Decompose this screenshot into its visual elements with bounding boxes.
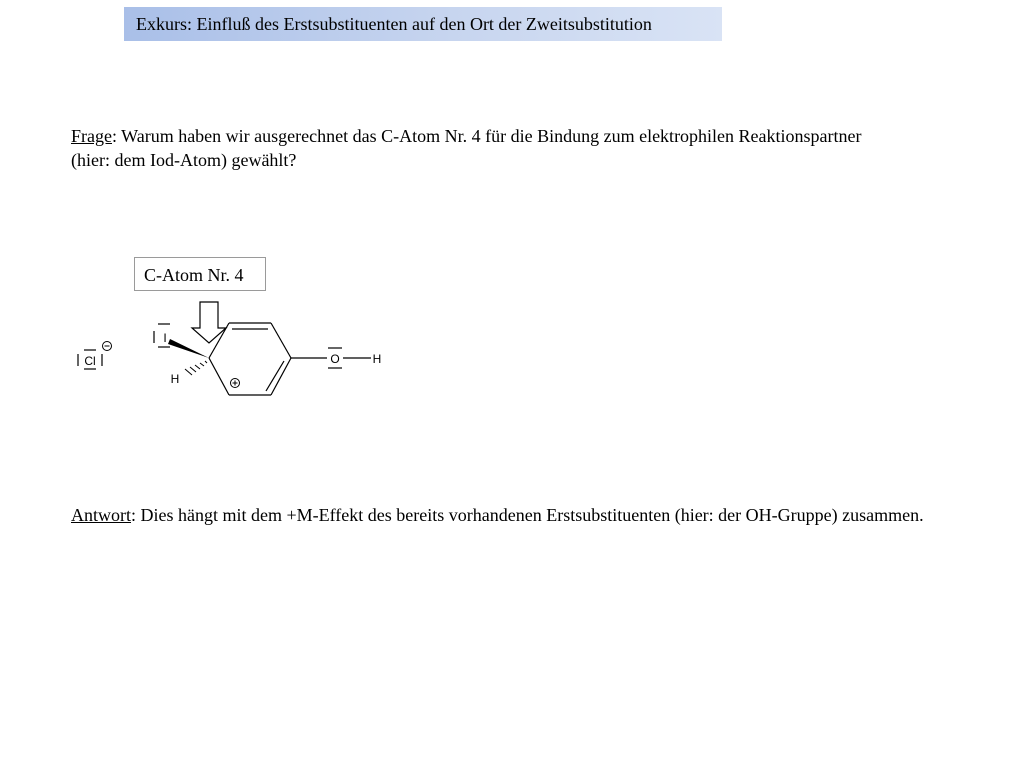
answer-paragraph	[71, 503, 924, 527]
ring	[209, 323, 291, 395]
answer-label: Antwort	[71, 505, 131, 525]
slide-title: Exkurs: Einfluß des Erstsubstituenten auf den Ort der Zweitsubstitution	[136, 14, 652, 34]
oxygen-symbol: O	[330, 352, 340, 366]
hashed-bond	[185, 361, 207, 375]
question-label: Frage	[71, 126, 112, 146]
hydroxyl-hydrogen: H	[372, 352, 382, 366]
iodine-atom	[154, 324, 170, 347]
ring-hydrogen: H	[170, 372, 180, 386]
callout-label: C-Atom Nr. 4	[144, 265, 244, 285]
wedge-bond	[168, 339, 209, 358]
chloride-symbol: Cl	[84, 354, 96, 368]
plus-charge-icon	[231, 379, 240, 388]
chloride-ion	[78, 342, 112, 370]
question-text-1: : Warum haben wir ausgerechnet das C-Atom Nr. 4 für die Bindung zum elektrophilen Reaktionspartner	[111, 126, 862, 146]
minus-charge-icon	[103, 342, 112, 351]
iodine-symbol: I	[163, 331, 167, 345]
answer-text: : Dies hängt mit dem +M-Effekt des bereits vorhandenen Erstsubstituenten (hier: der OH-Gruppe) zusammen.	[131, 505, 924, 525]
question-line-2: (hier: dem Iod-Atom) gewählt?	[71, 150, 297, 170]
oxygen-atom	[328, 348, 342, 368]
